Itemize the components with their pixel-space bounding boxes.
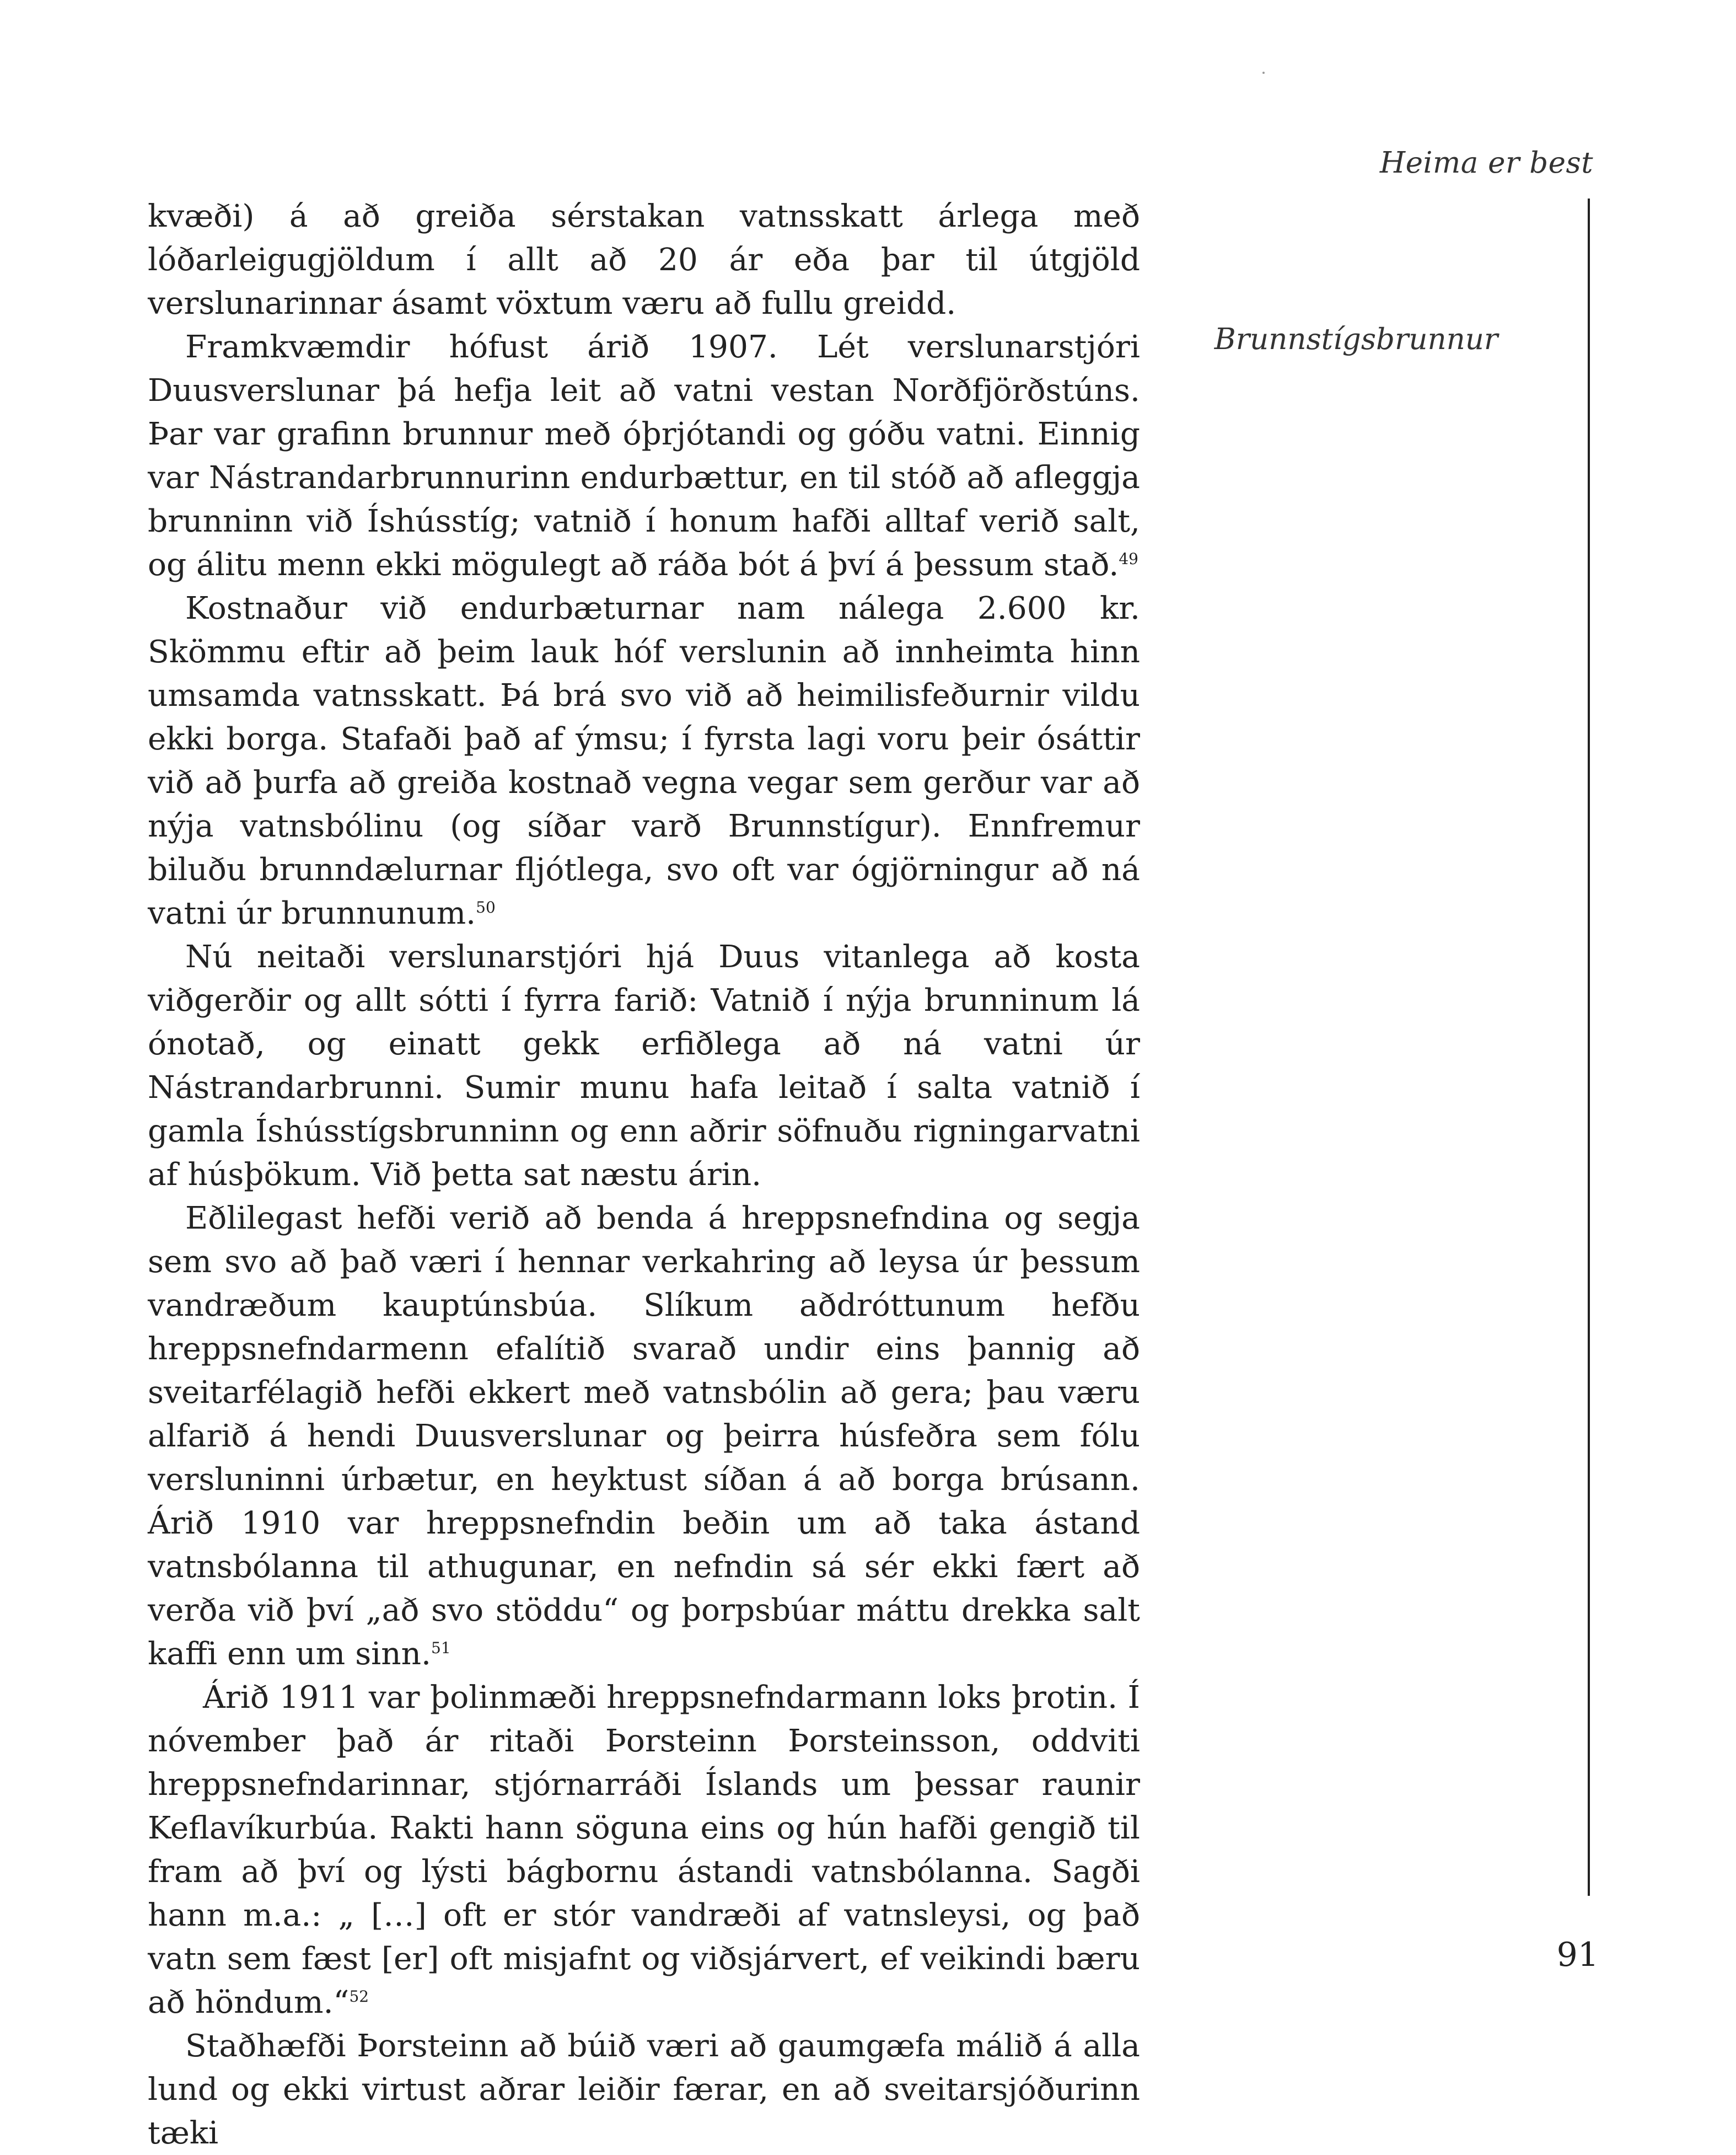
paragraph: Nú neitaði verslunarstjóri hjá Duus vitanlega að kosta viðgerðir og allt sótti í fyrra farið: Vatnið í nýja brunninum lá ónotað, og einatt gekk erfiðlega að ná vatni úr Nástrandarbrunni. Sumir munu hafa leitað í salta vatnið í gamla Íshússtígsbrunninn og enn aðrir söfnuðu rigningarvatni af húsþökum. Við þetta sat næstu árin. xyxy=(148,939,1140,1193)
footnote-ref: 50 xyxy=(476,898,496,917)
margin-note: Brunnstígsbrunnur xyxy=(1214,323,1498,356)
paragraph: Eðlilegast hefði verið að benda á hreppsnefndina og segja sem svo að það væri í hennar verkahring að leysa úr þessum vandræðum kauptúnsbúa. Slíkum aðdróttunum hefðu hreppsnefndarmenn efalítið svarað undir eins þannig að sveitarfélagið hefði ekkert með vatnsbólin að gera; þau væru alfarið á hendi Duusverslunar og þeirra húsfeðra sem fólu versluninni úrbætur, en heyktust síðan á að borga brúsann. Árið 1910 var hreppsnefndin beðin um að taka ástand vatnsbólanna til athugunar, en nefndin sá sér ekki fært að verða við því „að svo stöddu“ og þorpsbúar máttu drekka salt kaffi enn um sinn.$^{51}$ xyxy=(148,1200,1140,1672)
footnote-ref: 49 xyxy=(1119,550,1138,569)
paragraph: Framkvæmdir hófust árið 1907. Lét verslunarstjóri Duusverslunar þá hefja leit að vatni vestan Norðfjörðstúns. Þar var grafinn brunnur með óþrjótandi og góðu vatni. Einnig var Nástrandarbrunnurinn endurbættur, en til stóð að afleggja brunninn við Íshússtíg; vatnið í honum hafði alltaf verið salt, og álitu menn ekki mögulegt að ráða bót á því á þessum stað.$^{49}$ xyxy=(148,329,1140,583)
footnote-ref: 51 xyxy=(431,1639,451,1658)
paragraph: Staðhæfði Þorsteinn að búið væri að gaumgæfa málið á alla lund og ekki virtust aðrar leiðir færar, en að sveitarsjóðurinn tæki xyxy=(148,2028,1140,2151)
body-text xyxy=(148,195,1140,2155)
page-number: 91 xyxy=(1556,1936,1599,1974)
paragraph: Árið 1911 var þolinmæði hreppsnefndarmann loks þrotin. Í nóvember það ár ritaði Þorsteinn Þorsteinsson, oddviti hreppsnefndarinnar, stjórnarráði Íslands um þessar raunir Keflavíkurbúa. Rakti hann söguna eins og hún hafði gengið til fram að því og lýsti bágbornu ástandi vatnsbólanna. Sagði hann m.a.: „ […] oft er stór vandræði af vatnsleysi, og það vatn sem fæst [er] oft misjafnt og viðsjárvert, ef veikindi bæru að höndum.“$^{52}$ xyxy=(148,1680,1140,2020)
paragraph: Kostnaður við endurbæturnar nam nálega 2.600 kr. Skömmu eftir að þeim lauk hóf verslunin að innheimta hinn umsamda vatnsskatt. Þá brá svo við að heimilisfeðurnir vildu ekki borga. Stafaði það af ýmsu; í fyrsta lagi voru þeir ósáttir við að þurfa að greiða kostnað vegna vegar sem gerður var að nýja vatnsbólinu (og síðar varð Brunnstígur). Ennfremur biluðu brunndælurnar fljótlega, svo oft var ógjörningur að ná vatni úr brunnunum.$^{50}$ xyxy=(148,591,1140,931)
footnote-ref: 52 xyxy=(349,1987,369,2006)
margin-rule xyxy=(1588,199,1590,1896)
running-head: Heima er best xyxy=(1379,146,1593,180)
scan-speck xyxy=(1262,72,1265,74)
paragraph: kvæði) á að greiða sérstakan vatnsskatt árlega með lóðarleigugjöldum í allt að 20 ár eða þar til útgjöld verslunarinnar ásamt vöxtum væru að fullu greidd. xyxy=(148,199,1140,321)
